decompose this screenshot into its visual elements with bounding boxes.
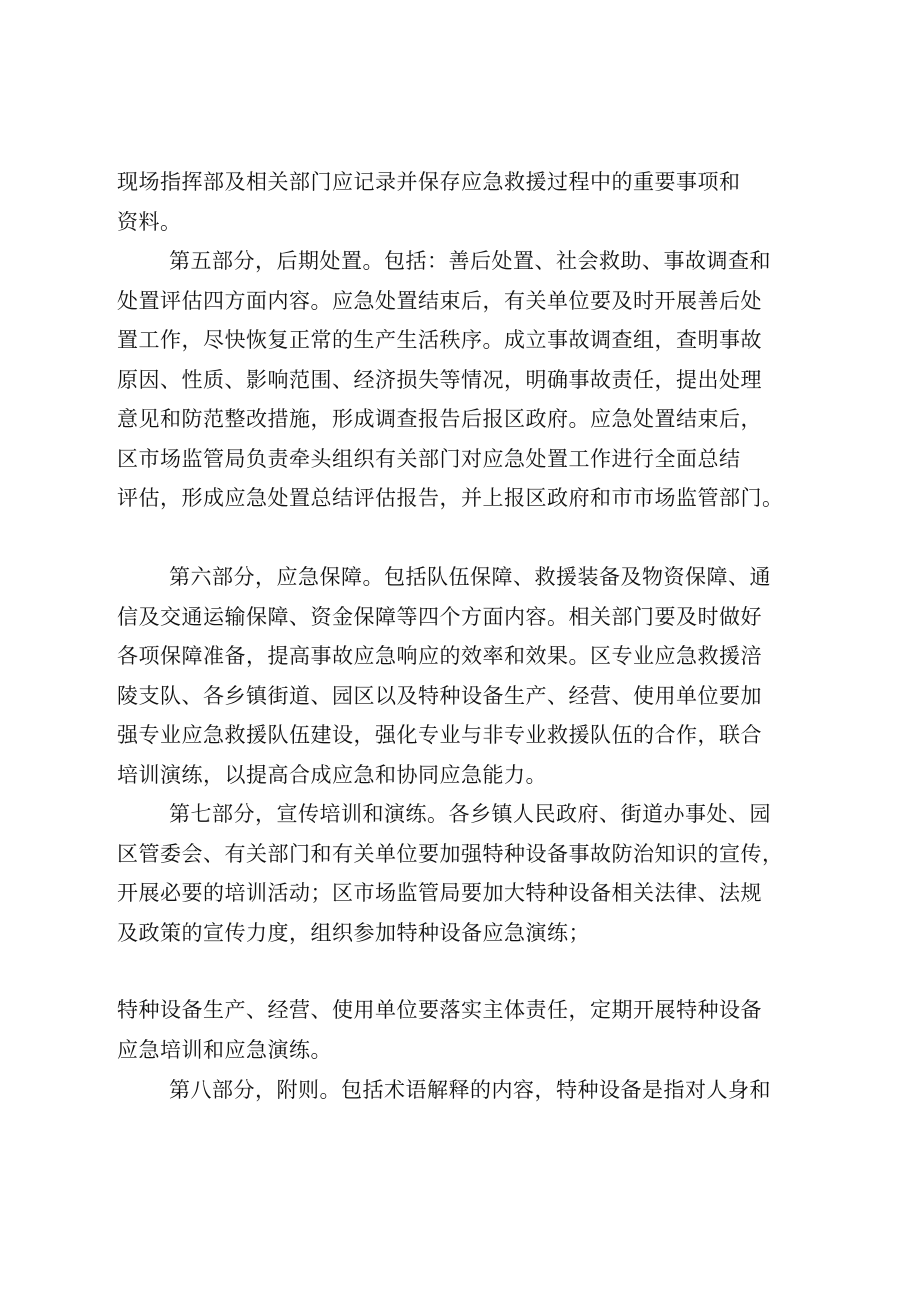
paragraph-part-five xyxy=(117,242,817,519)
text-line: 资料。 xyxy=(117,209,182,234)
text-line: 现场指挥部及相关部门应记录并保存应急救援过程中的重要事项和 xyxy=(117,170,741,194)
paragraph-part-seven xyxy=(117,795,817,953)
text-line: 第六部分，应急保障。包括队伍保障、救援装备及物资保障、通 xyxy=(169,565,771,589)
text-line: 各项保障准备，提高事故应急响应的效率和效果。区专业应急救援涪 xyxy=(117,644,762,668)
text-line: 评估，形成应急处置总结评估报告，并上报区政府和市市场监管部门。 xyxy=(117,486,784,510)
text-line: 培训演练，以提高合成应急和协同应急能力。 xyxy=(117,762,547,787)
text-line: 区市场监管局负责牵头组织有关部门对应急处置工作进行全面总结 xyxy=(117,446,741,471)
text-line: 置工作，尽快恢复正常的生产生活秩序。成立事故调查组，查明事故 xyxy=(117,328,762,352)
paragraph-unit-responsibility xyxy=(117,991,817,1070)
text-line: 区管委会、有关部门和有关单位要加强特种设备事故防治知识的宣传， xyxy=(117,841,784,866)
text-line: 意见和防范整改措施，形成调查报告后报区政府。应急处置结束后， xyxy=(117,407,762,431)
text-line: 开展必要的培训活动；区市场监管局要加大特种设备相关法律、法规 xyxy=(117,881,762,905)
text-line: 强专业应急救援队伍建设，强化专业与非专业救援队伍的合作，联合 xyxy=(117,723,762,747)
text-line: 第七部分，宣传培训和演练。各乡镇人民政府、街道办事处、园 xyxy=(169,802,771,826)
text-line: 特种设备生产、经营、使用单位要落实主体责任，定期开展特种设备 xyxy=(117,998,762,1022)
text-line: 第八部分，附则。包括术语解释的内容，特种设备是指对人身和 xyxy=(169,1078,771,1102)
text-line: 信及交通运输保障、资金保障等四个方面内容。相关部门要及时做好 xyxy=(117,604,762,629)
paragraph-records xyxy=(117,163,817,242)
text-line: 原因、性质、影响范围、经济损失等情况，明确事故责任，提出处理 xyxy=(117,367,762,392)
text-line: 应急培训和应急演练。 xyxy=(117,1037,332,1062)
text-line: 陵支队、各乡镇街道、园区以及特种设备生产、经营、使用单位要加 xyxy=(117,683,762,708)
text-line: 处置评估四方面内容。应急处置结束后，有关单位要及时开展善后处 xyxy=(117,288,762,313)
paragraph-part-six xyxy=(117,558,817,795)
text-line: 及政策的宣传力度，组织参加特种设备应急演练； xyxy=(117,920,590,945)
paragraph-part-eight xyxy=(117,1071,817,1111)
text-line: 第五部分，后期处置。包括：善后处置、社会救助、事故调查和 xyxy=(169,249,771,273)
